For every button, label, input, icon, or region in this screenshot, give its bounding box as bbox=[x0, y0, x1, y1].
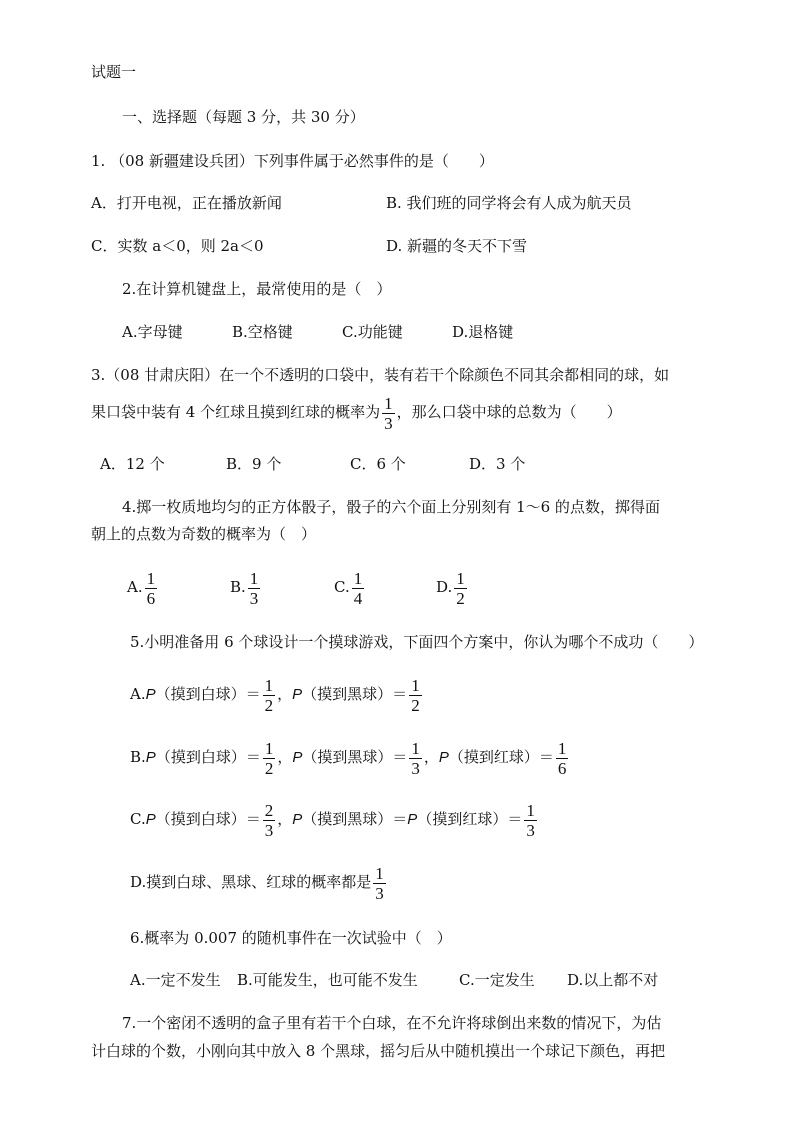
q5-b-white: （摸到白球）＝ bbox=[155, 748, 261, 766]
q4-a-denominator: 6 bbox=[146, 588, 156, 608]
q5-a-black-fraction bbox=[409, 676, 422, 715]
q6-option-a: A.一定不发生 bbox=[130, 971, 221, 989]
q4-option-a bbox=[127, 566, 159, 608]
q3-fraction-numerator: 1 bbox=[384, 393, 393, 413]
q5-b-label: B. bbox=[130, 748, 146, 766]
q5-a-sep: ， bbox=[277, 685, 293, 703]
q4-c-numerator: 1 bbox=[353, 568, 363, 588]
q5-option-a bbox=[130, 672, 424, 717]
q5-b-black-num: 1 bbox=[411, 738, 420, 758]
q5-b-white-num: 1 bbox=[264, 738, 274, 758]
q4-option-c bbox=[334, 566, 366, 608]
q4-stem-line2: 朝上的点数为奇数的概率为（ ） bbox=[91, 525, 317, 543]
q3-option-c: C．6 个 bbox=[350, 455, 406, 473]
q5-option-b bbox=[130, 735, 570, 780]
q4-option-d-fraction bbox=[454, 569, 467, 608]
q5-a-white-fraction bbox=[263, 676, 276, 715]
q5-b-black-den: 3 bbox=[411, 758, 420, 778]
q2-option-a: A.字母键 bbox=[122, 323, 183, 341]
q6-option-d: D.以上都不对 bbox=[567, 971, 659, 989]
q5-a-black: （摸到黑球）＝ bbox=[302, 685, 408, 703]
q4-option-b-label: B. bbox=[230, 578, 246, 596]
q3-option-d: D．3 个 bbox=[469, 455, 526, 473]
q3-stem-part2: ，那么口袋中球的总数为（ ） bbox=[396, 403, 622, 421]
q4-stem-line1: 4.掷一枚质地均匀的正方体骰子，骰子的六个面上分别刻有 1～6 的点数，掷得面 bbox=[122, 498, 660, 516]
q5-c-white-den: 3 bbox=[264, 820, 274, 840]
q7-stem-line1: 7.一个密闭不透明的盒子里有若干个白球，在不允许将球倒出来数的情况下，为估 bbox=[122, 1014, 662, 1032]
q1-option-b: B. 我们班的同学将会有人成为航天员 bbox=[386, 194, 632, 212]
q5-b-white-fraction bbox=[263, 739, 276, 778]
q4-option-c-fraction bbox=[352, 569, 365, 608]
q2-stem: 2.在计算机键盘上，最常使用的是（ ） bbox=[122, 280, 392, 298]
q5-b-red-num: 1 bbox=[557, 738, 567, 758]
q4-b-denominator: 3 bbox=[249, 588, 259, 608]
q5-d-fraction bbox=[373, 864, 386, 903]
q2-option-d: D.退格键 bbox=[452, 323, 514, 341]
doc-title: 试题一 bbox=[91, 63, 137, 81]
q5-c-black: （摸到黑球）＝ bbox=[302, 810, 408, 828]
q5-option-c bbox=[130, 797, 539, 842]
q1-option-d: D. 新疆的冬天不下雪 bbox=[386, 237, 528, 255]
section-heading: 一、选择题（每题 3 分，共 30 分） bbox=[122, 108, 365, 126]
q5-b-black-fraction bbox=[409, 739, 422, 778]
q5-c-p1: P bbox=[145, 811, 156, 828]
q4-option-a-label: A. bbox=[127, 578, 143, 596]
q5-c-white-num: 2 bbox=[264, 800, 274, 820]
q5-b-white-den: 2 bbox=[264, 758, 274, 778]
q5-b-p3: P bbox=[438, 749, 449, 766]
q5-c-sep: ， bbox=[277, 810, 293, 828]
q5-b-sep2: ， bbox=[423, 748, 439, 766]
q6-option-c: C.一定发生 bbox=[459, 971, 535, 989]
q5-d-den: 3 bbox=[375, 883, 384, 903]
q5-c-red-fraction bbox=[524, 801, 537, 840]
q5-option-d bbox=[130, 860, 388, 904]
q5-d-text: D.摸到白球、黑球、红球的概率都是 bbox=[130, 873, 372, 891]
q5-a-p2: P bbox=[292, 686, 303, 703]
q5-c-red-den: 3 bbox=[526, 820, 535, 840]
q2-option-c: C.功能键 bbox=[342, 323, 403, 341]
q3-stem-line1: 3.（08 甘肃庆阳）在一个不透明的口袋中，装有若干个除颜色不同其余都相同的球，如 bbox=[91, 366, 670, 384]
q5-b-black: （摸到黑球）＝ bbox=[302, 748, 408, 766]
q5-b-sep1: ， bbox=[277, 748, 293, 766]
q6-stem: 6.概率为 0.007 的随机事件在一次试验中（ ） bbox=[130, 929, 452, 947]
q4-option-b-fraction bbox=[248, 569, 261, 608]
q5-b-red-fraction bbox=[556, 739, 569, 778]
q1-option-c: C．实数 a＜0，则 2a＜0 bbox=[91, 237, 264, 255]
q7-stem-line2: 计白球的个数，小刚向其中放入 8 个黑球，摇匀后从中随机摸出一个球记下颜色，再把 bbox=[91, 1042, 666, 1060]
q4-b-numerator: 1 bbox=[249, 568, 259, 588]
q4-d-denominator: 2 bbox=[456, 588, 465, 608]
q1-option-a: A．打开电视，正在播放新闻 bbox=[91, 194, 282, 212]
q4-d-numerator: 1 bbox=[456, 568, 465, 588]
q4-c-denominator: 4 bbox=[353, 588, 363, 608]
q5-a-label: A. bbox=[130, 685, 146, 703]
q5-a-white-den: 2 bbox=[264, 695, 274, 715]
q5-a-black-num: 1 bbox=[411, 675, 420, 695]
q3-option-b: B．9 个 bbox=[226, 455, 282, 473]
q5-d-num: 1 bbox=[375, 863, 384, 883]
q5-a-p1: P bbox=[145, 686, 156, 703]
q4-option-d bbox=[436, 566, 469, 608]
q4-option-a-fraction bbox=[145, 569, 158, 608]
q5-b-p2: P bbox=[292, 749, 303, 766]
q5-c-white-fraction bbox=[263, 801, 276, 840]
q5-stem: 5.小明准备用 6 个球设计一个摸球游戏，下面四个方案中，你认为哪个不成功（ ） bbox=[130, 633, 704, 651]
q5-c-red-num: 1 bbox=[526, 800, 535, 820]
q5-c-red: （摸到红球）＝ bbox=[417, 810, 523, 828]
q3-stem-line2 bbox=[91, 392, 622, 433]
q5-c-p2: P bbox=[292, 811, 303, 828]
q5-b-p1: P bbox=[145, 749, 156, 766]
q3-fraction-denominator: 3 bbox=[384, 413, 393, 433]
q3-option-a: A．12 个 bbox=[100, 455, 165, 473]
q5-c-p3: P bbox=[407, 811, 418, 828]
q5-c-label: C. bbox=[130, 810, 146, 828]
q3-stem-part1: 果口袋中装有 4 个红球且摸到红球的概率为 bbox=[91, 403, 381, 421]
q5-c-white: （摸到白球）＝ bbox=[155, 810, 261, 828]
q5-a-black-den: 2 bbox=[411, 695, 420, 715]
q4-option-c-label: C. bbox=[334, 578, 350, 596]
q1-stem: 1. （08 新疆建设兵团）下列事件属于必然事件的是（ ） bbox=[91, 152, 494, 170]
q5-a-white: （摸到白球）＝ bbox=[155, 685, 261, 703]
q2-option-b: B.空格键 bbox=[232, 323, 293, 341]
q3-fraction bbox=[382, 394, 395, 433]
q5-a-white-num: 1 bbox=[264, 675, 274, 695]
q5-b-red: （摸到红球）＝ bbox=[448, 748, 554, 766]
q6-option-b: B.可能发生，也可能不发生 bbox=[237, 971, 418, 989]
q4-a-numerator: 1 bbox=[146, 568, 156, 588]
q4-option-b bbox=[230, 566, 262, 608]
q4-option-d-label: D. bbox=[436, 578, 453, 596]
q5-b-red-den: 6 bbox=[557, 758, 567, 778]
